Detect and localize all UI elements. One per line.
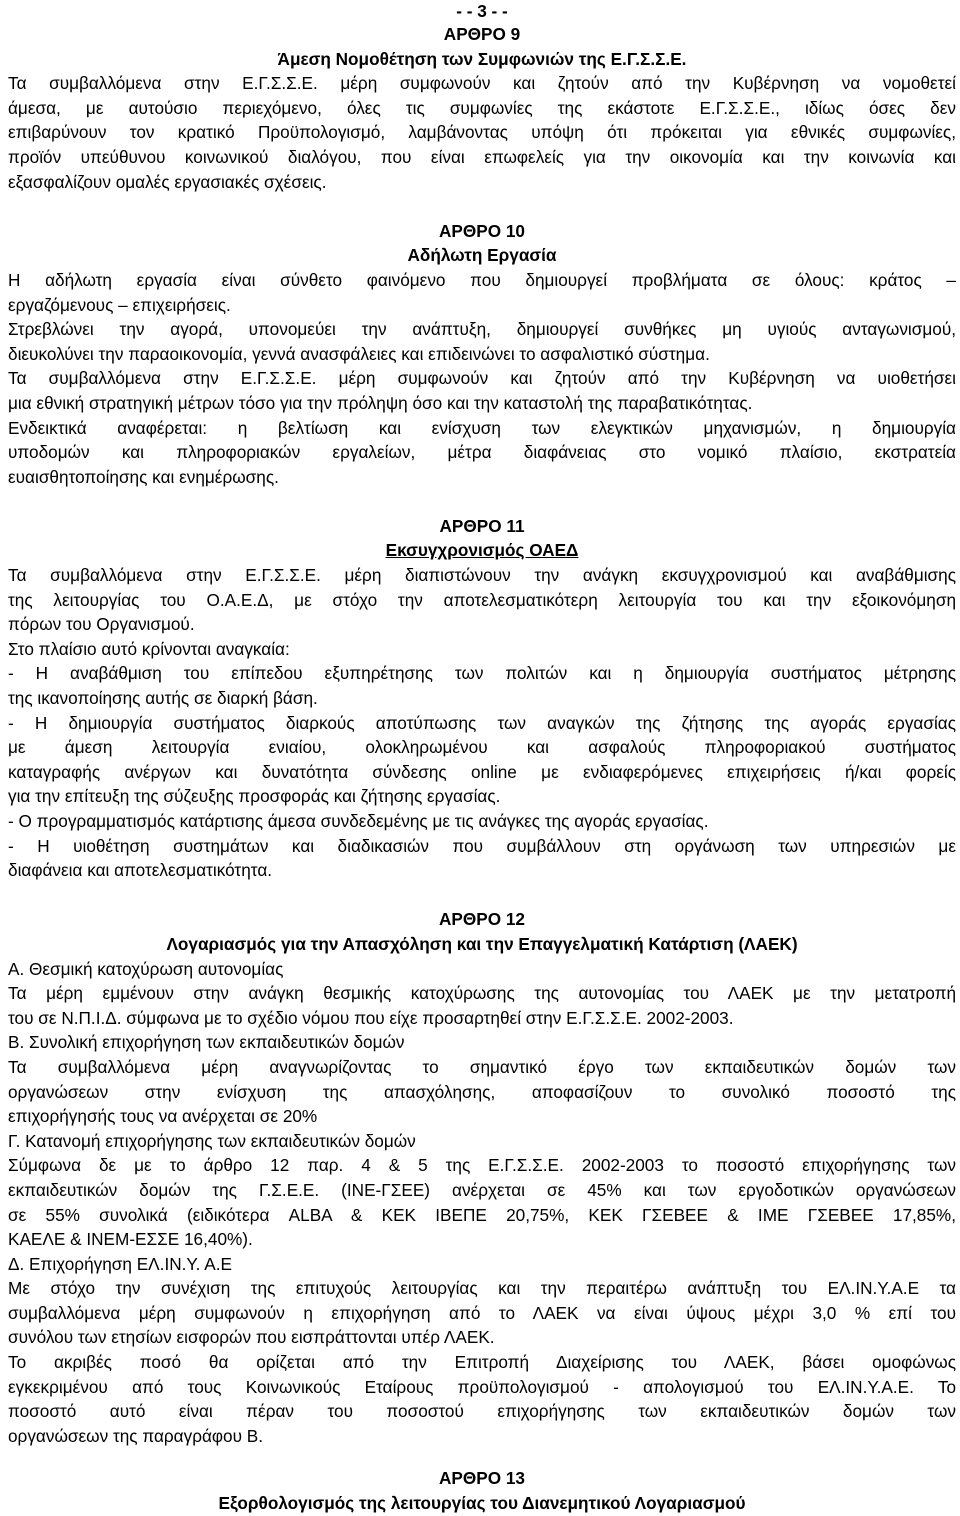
paragraph-line: διαφάνεια και αποτελεσματικότητα.	[8, 860, 273, 881]
article-heading: ΑΡΘΡΟ 11	[439, 515, 525, 536]
paragraph-line: Η αδήλωτη εργασία είναι σύνθετο φαινόμενο που δημιουργεί προβλήματα σε όλους: κράτος –	[8, 269, 956, 290]
article-title: Λογαριασμός για την Απασχόληση και την Επαγγελματική Κατάρτιση (ΛΑΕΚ)	[166, 933, 798, 954]
paragraph-line: καταγραφής ανέργων και δυνατότητα σύνδεσης online με ενδιαφερόμενες επιχειρήσεις ή/και φορείς	[8, 761, 956, 782]
paragraph-line: με άμεση λειτουργία ενιαίου, ολοκληρωμένου και ασφαλούς πληροφοριακού συστήματος	[8, 737, 956, 758]
paragraph-line: επιχορήγησής τους να ανέρχεται σε 20%	[8, 1106, 318, 1127]
document-page	[8, 0, 956, 1516]
paragraph-line: Σύμφωνα δε με το άρθρο 12 παρ. 4 & 5 της Ε.Γ.Σ.Σ.Ε. 2002-2003 το ποσοστό επιχορήγησης των	[8, 1155, 956, 1176]
paragraph-line: - Η αναβάθμιση του επίπεδου εξυπηρέτησης των πολιτών και η δημιουργία συστήματος μέτρησης	[8, 663, 956, 684]
paragraph-line: Στρεβλώνει την αγορά, υπονομεύει την ανάπτυξη, δημιουργεί συνθήκες μη υγιούς ανταγωνισμού,	[8, 319, 956, 340]
paragraph-line: της λειτουργίας του Ο.Α.Ε.Δ, με στόχο την αποτελεσματικότερη λειτουργία του και την εξοικονόμηση	[8, 589, 956, 610]
subsection-heading: Β. Συνολική επιχορήγηση των εκπαιδευτικών δομών	[8, 1032, 405, 1053]
paragraph-line: άμεσα, με αυτούσιο περιεχόμενο, όλες τις συμφωνίες της εκάστοτε Ε.Γ.Σ.Σ.Ε., ιδίως όσες δεν	[8, 97, 956, 118]
article-9	[8, 22, 956, 194]
paragraph-line: Τα συμβαλλόμενα μέρη αναγνωρίζοντας το σημαντικό έργο των εκπαιδευτικών δομών των	[8, 1056, 956, 1077]
paragraph-line: πόρων του Οργανισμού.	[8, 614, 195, 635]
article-heading: ΑΡΘΡΟ 12	[439, 909, 525, 930]
paragraph-line: Ενδεικτικά αναφέρεται: η βελτίωση και ενίσχυση των ελεγκτικών μηχανισμών, η δημιουργία	[8, 417, 956, 438]
paragraph-line: Τα συμβαλλόμενα στην Ε.Γ.Σ.Σ.Ε. μέρη συμφωνούν και ζητούν από την Κυβέρνηση να υιοθετήσει	[8, 368, 956, 389]
paragraph-line: Τα μέρη εμμένουν στην ανάγκη θεσμικής κατοχύρωσης της αυτονομίας του ΛΑΕΚ με την μετατροπή	[8, 983, 956, 1004]
paragraph-line: Τα συμβαλλόμενα στην Ε.Γ.Σ.Σ.Ε. μέρη διαπιστώνουν την ανάγκη εκσυγχρονισμού και αναβάθμισης	[8, 565, 956, 586]
article-title: Άμεση Νομοθέτηση των Συμφωνιών της Ε.Γ.Σ.Σ.Ε.	[277, 48, 687, 69]
paragraph-line: - Η υιοθέτηση συστημάτων και διαδικασιών που συμβάλλουν στη οργάνωση των υπηρεσιών με	[8, 835, 956, 856]
paragraph-line: Με στόχο την συνέχιση της επιτυχούς λειτουργίας και την περαιτέρω ανάπτυξη του ΕΛ.ΙΝ.Υ.Α.Ε τα	[8, 1278, 956, 1299]
article-heading: ΑΡΘΡΟ 9	[443, 24, 521, 44]
paragraph-line: - Η δημιουργία συστήματος διαρκούς αποτύπωσης των αναγκών της ζήτησης της αγοράς εργασίας	[8, 712, 956, 733]
paragraph-line: ΚΑΕΛΕ & ΙΝΕΜ-ΕΣΣΕ 16,40%).	[8, 1229, 253, 1250]
article-12	[8, 907, 956, 1448]
paragraph-line: συνόλου των ετησίων εισφορών που εισπράττονται υπέρ ΛΑΕΚ.	[8, 1327, 495, 1348]
article-title: Εξορθολογισμός της λειτουργίας του Διανεμητικού Λογαριασμού	[218, 1493, 746, 1514]
paragraph-line: μια εθνική στρατηγική μέτρων τόσο για την πρόληψη όσο και την καταστολή της παραβατικότητας.	[8, 392, 753, 413]
spacer	[8, 883, 956, 908]
spacer	[8, 1448, 956, 1466]
paragraph-line: Το ακριβές ποσό θα ορίζεται από την Επιτροπή Διαχείρισης του ΛΑΕΚ, βάσει ομοφώνως	[8, 1352, 956, 1373]
paragraph-line: υποδομών και πληροφοριακών εργαλείων, μέτρα διαφάνειας στο νομικό πλαίσιο, εκστρατεία	[8, 442, 956, 463]
paragraph-line: διευκολύνει την παραοικονομία, γεννά ανασφάλειες και επιδεινώνει το ασφαλιστικό σύστημα.	[8, 343, 710, 364]
paragraph-line: της ικανοποίησης αυτής σε διαρκή βάση.	[8, 688, 318, 709]
paragraph-line: εργαζόμενους – επιχειρήσεις.	[8, 294, 231, 315]
page-number: - - 3 - -	[456, 1, 508, 21]
paragraph-line: εγκεκριμένου από τους Κοινωνικούς Εταίρους προϋπολογισμού - απολογισμού του ΕΛ.ΙΝ.Υ.Α.Ε. Το	[8, 1376, 956, 1397]
paragraph-line: σε 55% συνολικά (ειδικότερα ALBA & ΚΕΚ ΙΒΕΠΕ 20,75%, ΚΕΚ ΓΣΕΒΕΕ & ΙΜΕ ΓΣΕΒΕΕ 17,85%,	[8, 1204, 956, 1225]
subsection-heading: Α. Θεσμική κατοχύρωση αυτονομίας	[8, 958, 284, 979]
spacer	[8, 194, 956, 219]
article-title: Εκσυγχρονισμός ΟΑΕΔ	[385, 540, 579, 561]
paragraph-line: εξασφαλίζουν ομαλές εργασιακές σχέσεις.	[8, 171, 327, 192]
paragraph-line: οργανώσεων στην ενίσχυση της απασχόλησης, αποφασίζουν το συνολικό ποσοστό της	[8, 1081, 956, 1102]
paragraph-line: οργανώσεων της παραγράφου Β.	[8, 1425, 264, 1446]
paragraph-line: ευαισθητοποίησης και ενημέρωσης.	[8, 466, 279, 487]
paragraph-line: - Ο προγραμματισμός κατάρτισης άμεσα συνδεδεμένης με τις ανάγκες της αγοράς εργασίας.	[8, 811, 709, 831]
article-title: Αδήλωτη Εργασία	[407, 245, 557, 266]
paragraph-line: Στο πλαίσιο αυτό κρίνονται αναγκαία:	[8, 638, 290, 659]
subsection-heading: Δ. Επιχορήγηση ΕΛ.ΙΝ.Υ. Α.Ε	[8, 1253, 232, 1274]
subsection-heading: Γ. Κατανομή επιχορήγησης των εκπαιδευτικών δομών	[8, 1130, 416, 1151]
article-heading: ΑΡΘΡΟ 13	[439, 1468, 525, 1489]
article-11	[8, 514, 956, 883]
paragraph-line: για την επίτευξη της σύζευξης προσφοράς και ζήτησης εργασίας.	[8, 786, 501, 807]
paragraph-line: εκπαιδευτικών δομών της Γ.Σ.Ε.Ε. (ΙΝΕ-ΓΣΕΕ) ανέρχεται σε 45% και των εργοδοτικών οργανώσεων	[8, 1179, 956, 1200]
article-heading: ΑΡΘΡΟ 10	[439, 220, 525, 241]
spacer	[8, 489, 956, 514]
paragraph-line: συμβαλλόμενα μέρη συμφωνούν η επιχορήγηση από το ΛΑΕΚ να είναι ύψους μέχρι 3,0 % επί του	[8, 1302, 956, 1323]
article-10	[8, 219, 956, 490]
paragraph-line: επιβαρύνουν τον κρατικό Προϋπολογισμό, λαμβάνοντας υπόψη ότι πρόκειται για εθνικές συμφωνίες,	[8, 122, 956, 143]
paragraph-line: Τα συμβαλλόμενα στην Ε.Γ.Σ.Σ.Ε. μέρη συμφωνούν και ζητούν από την Κυβέρνηση να νομοθετεί	[8, 73, 956, 94]
paragraph-line: προϊόν υπεύθυνου κοινωνικού διαλόγου, που είναι επωφελείς για την οικονομία και την κοινωνία και	[8, 146, 956, 167]
paragraph-line: ποσοστό αυτό είναι πέραν του ποσοστού επιχορήγησης των εκπαιδευτικών δομών των	[8, 1401, 956, 1422]
paragraph-line: του σε Ν.Π.Ι.Δ. σύμφωνα με το σχέδιο νόμου που είχε προσαρτηθεί στην Ε.Γ.Σ.Σ.Ε. 2002-2003.	[8, 1007, 734, 1028]
article-13	[8, 1466, 956, 1515]
